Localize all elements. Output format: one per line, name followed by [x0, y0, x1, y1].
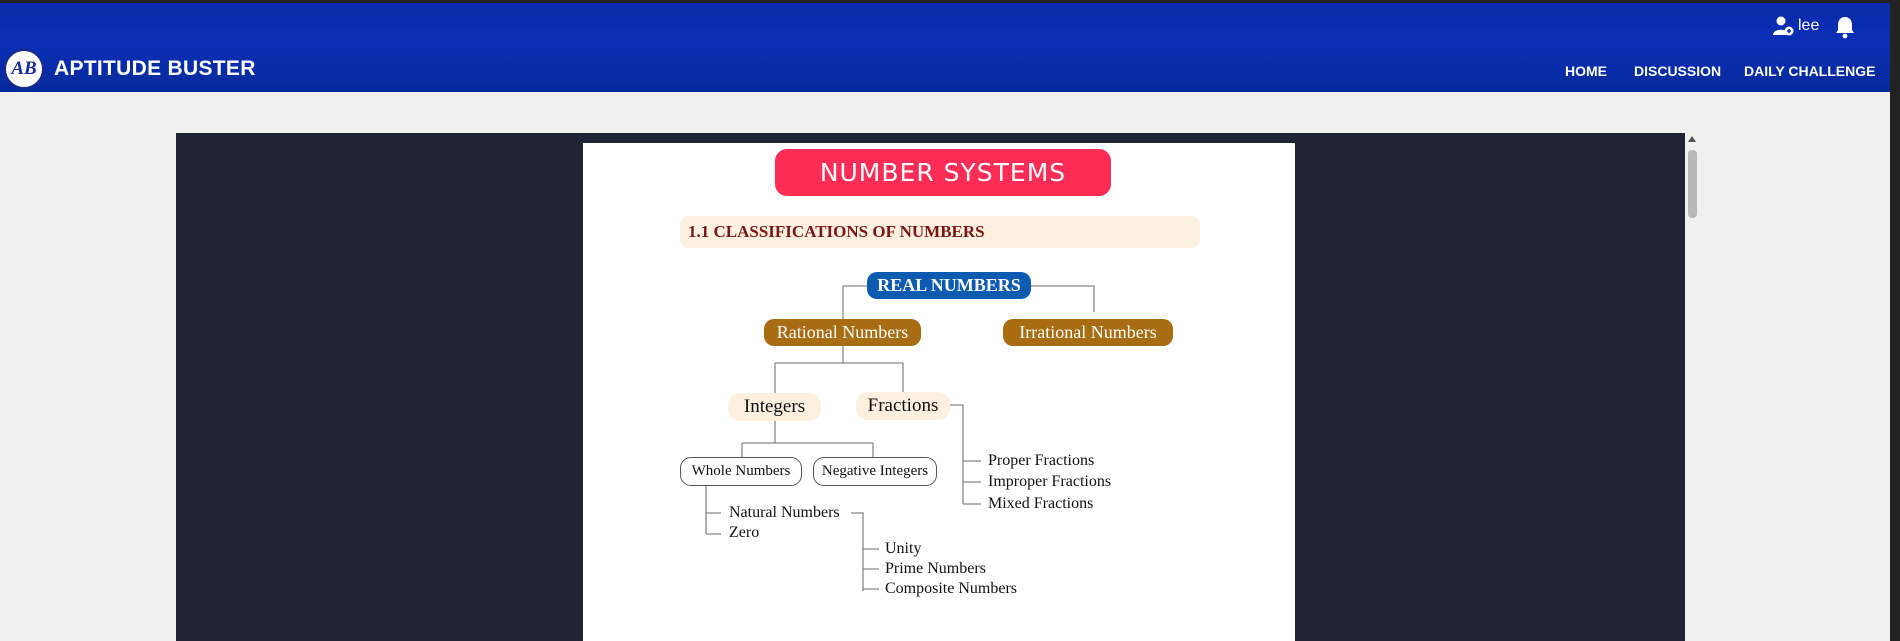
leaf-composite-numbers: Composite Numbers — [885, 580, 1017, 597]
leaf-prime-numbers: Prime Numbers — [885, 560, 986, 577]
node-real-numbers: REAL NUMBERS — [867, 272, 1031, 299]
leaf-unity: Unity — [885, 540, 922, 557]
node-rational-numbers: Rational Numbers — [764, 319, 921, 346]
window-edge — [1890, 0, 1900, 641]
brand-name: APTITUDE BUSTER — [54, 57, 256, 80]
node-whole-numbers: Whole Numbers — [680, 457, 802, 486]
nav-daily-challenge[interactable]: DAILY CHALLENGE — [1744, 63, 1876, 79]
nav-discussion[interactable]: DISCUSSION — [1634, 63, 1722, 79]
node-integers: Integers — [728, 393, 821, 421]
node-irrational-numbers: Irrational Numbers — [1003, 319, 1173, 346]
leaf-proper-fractions: Proper Fractions — [988, 452, 1095, 469]
document-title: NUMBER SYSTEMS — [775, 149, 1111, 196]
brand-logo: AB — [4, 49, 44, 89]
viewer-scrollbar[interactable] — [1685, 133, 1700, 641]
leaf-mixed-fractions: Mixed Fractions — [988, 495, 1094, 512]
bell-icon[interactable] — [1834, 15, 1856, 39]
top-navbar — [0, 0, 1890, 92]
user-name: lee — [1798, 17, 1820, 34]
document-page — [583, 143, 1295, 641]
user-menu[interactable] — [1772, 15, 1819, 37]
brand[interactable] — [4, 49, 256, 89]
nav-home[interactable]: HOME — [1565, 63, 1607, 79]
node-fractions: Fractions — [856, 392, 950, 420]
scroll-up-arrow-icon[interactable] — [1688, 136, 1696, 142]
leaf-improper-fractions: Improper Fractions — [988, 473, 1112, 490]
user-plus-icon — [1772, 15, 1794, 37]
scrollbar-thumb[interactable] — [1688, 150, 1697, 218]
leaf-natural-numbers: Natural Numbers — [729, 504, 840, 521]
section-heading: 1.1 CLASSIFICATIONS OF NUMBERS — [680, 216, 1200, 248]
node-negative-integers: Negative Integers — [813, 457, 937, 486]
leaf-zero: Zero — [729, 524, 760, 541]
